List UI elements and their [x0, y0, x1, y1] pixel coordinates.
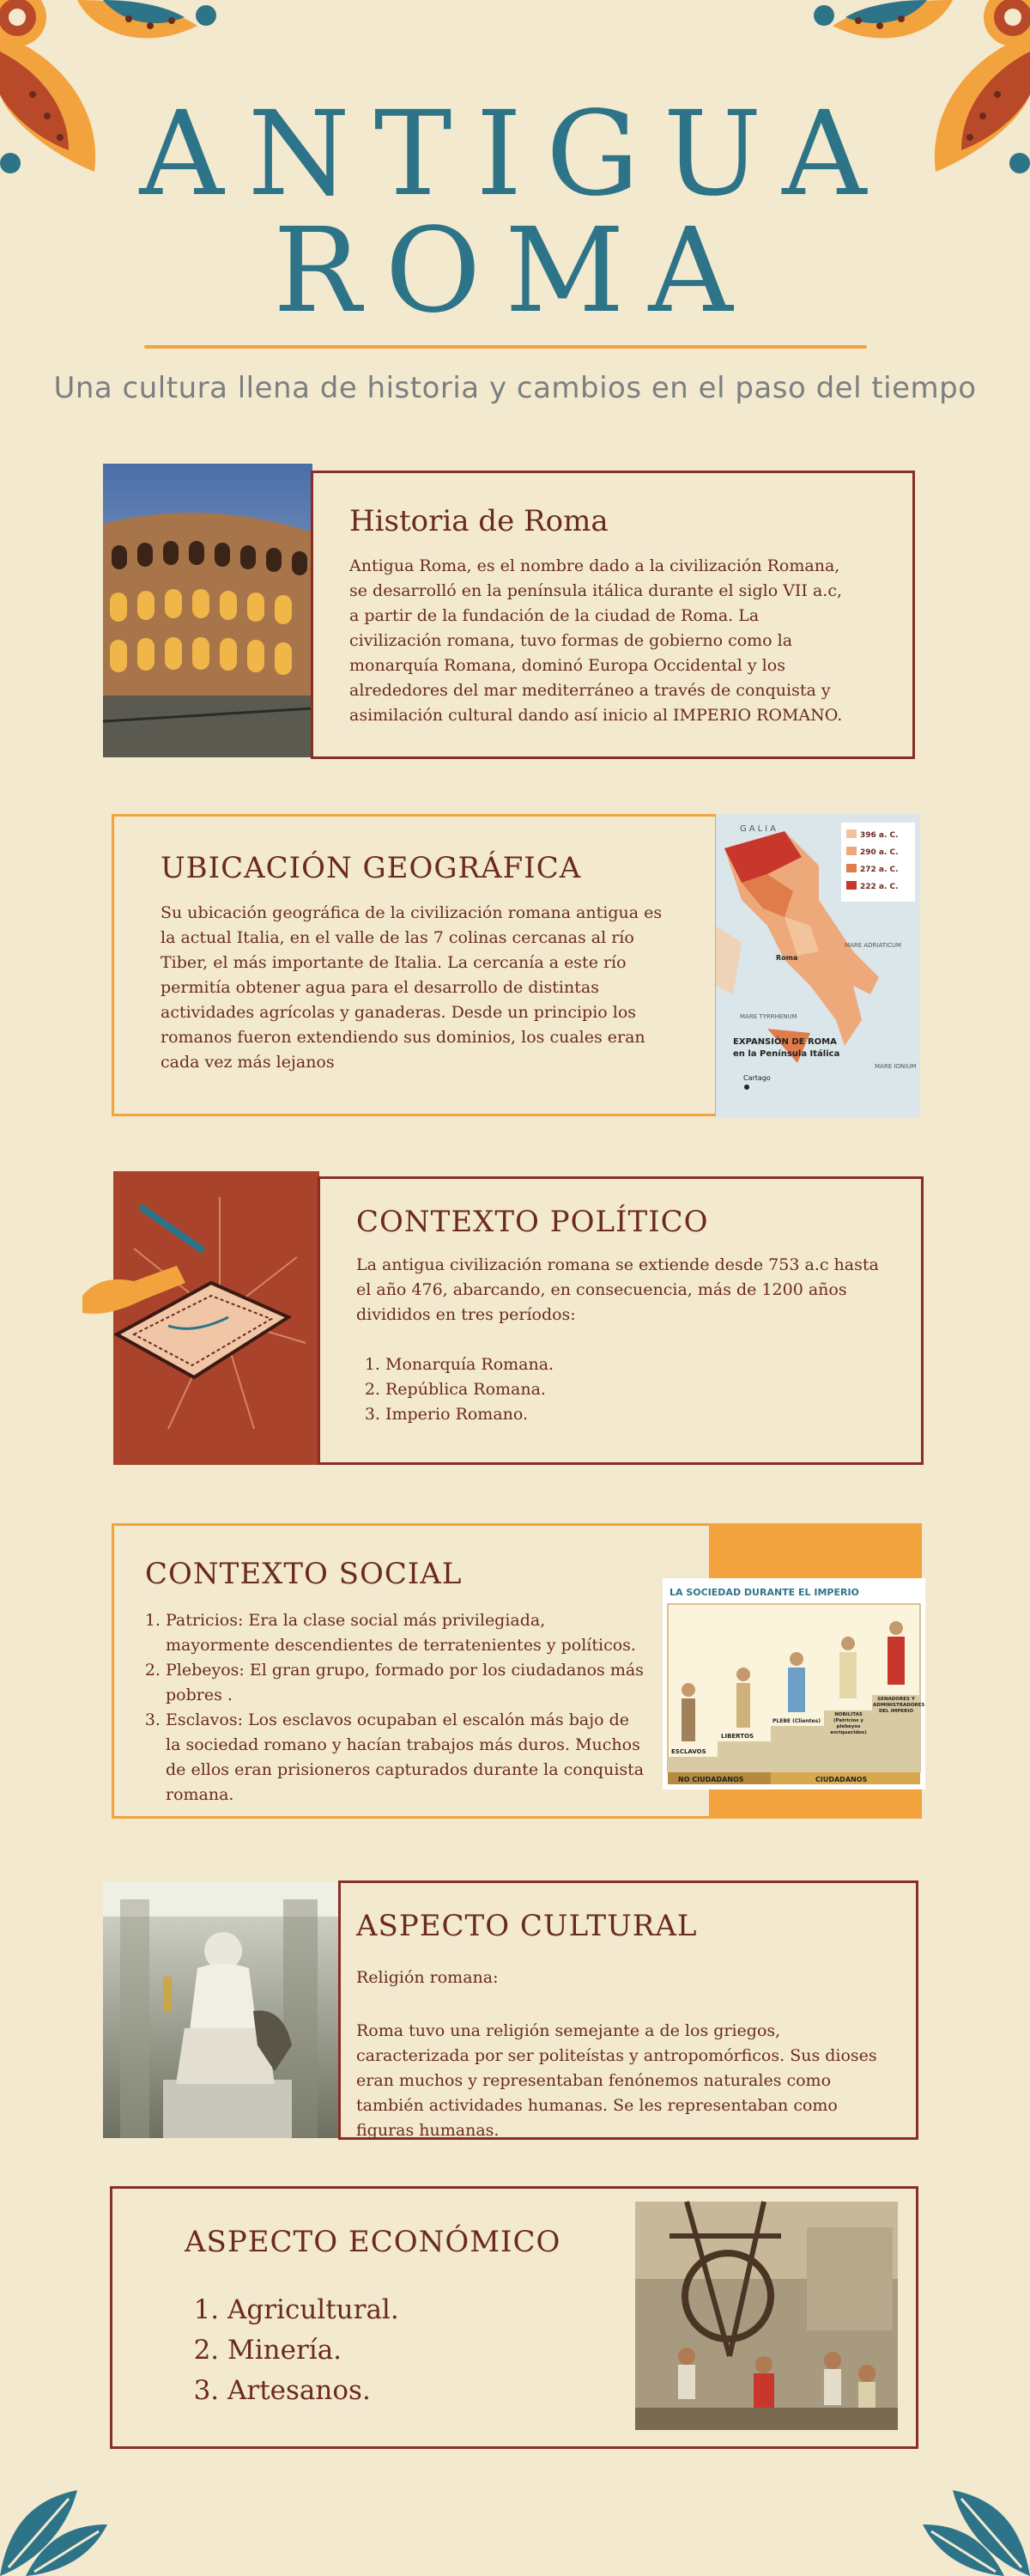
diagram-label-plebe: PLEBE (Clientes): [772, 1718, 821, 1724]
diagram-label-nobilitas: NOBILITAS (Patricios y plebeyos enriquecidos): [830, 1712, 867, 1735]
map-label-mare: MARE TYRRHENUM: [740, 1013, 797, 1020]
diagram-label-senadores: SENADORES Y ADMINISTRADORES DEL IMPERIO: [873, 1697, 925, 1714]
page-title-line-1: ANTIGUA: [139, 87, 891, 222]
cultural-title: ASPECTO CULTURAL: [356, 1909, 698, 1943]
roman-workers-image: [635, 2202, 898, 2430]
economico-activities-list: [198, 2290, 571, 2411]
historia-card: [311, 471, 915, 759]
social-class-item: 1. Patricios: Era la clase social más privilegiada, mayormente descendientes de terratenientes y políticos.: [166, 1608, 646, 1658]
economico-activity-item: 2. Minería.: [227, 2330, 571, 2371]
politico-title: CONTEXTO POLÍTICO: [356, 1205, 709, 1239]
politico-period-item: 3. Imperio Romano.: [385, 1402, 900, 1427]
politico-card: [318, 1176, 924, 1465]
diagram-label-esclavos: ESCLAVOS: [671, 1748, 706, 1755]
ubicacion-text: Su ubicación geográfica de la civilización romana antigua es la actual Italia, en el valle de las 7 colinas cercanas al río Tiber, el más importante de Italia. La cercanía a este río permitía obtener agua para el desarrollo de distintas actividades agrícolas y ganaderas. Desde un principio los romanos fueron extendiendo sus dominios, los cuales eran cada vez más lejanos: [161, 903, 663, 1072]
ubicacion-card: [112, 814, 718, 1116]
page-title-line-2: ROMA: [273, 204, 757, 339]
map-legend-4: 222 a. C.: [860, 883, 899, 891]
jupiter-statue-image: [103, 1882, 340, 2138]
page-subtitle: Una cultura llena de historia y cambios en el paso del tiempo: [53, 371, 977, 405]
map-label-adriaticum: MARE ADRIATICUM: [845, 942, 902, 949]
society-pyramid-diagram: [663, 1578, 925, 1789]
writing-tablet-illustration: [82, 1171, 319, 1465]
leaf-ornament-bottom-right-icon: [918, 2473, 1030, 2576]
cultural-subtitle: Religión romana:: [356, 1968, 499, 1987]
economico-title: ASPECTO ECONÓMICO: [185, 2225, 561, 2259]
historia-text: Antigua Roma, es el nombre dado a la civilización Romana, se desarrolló en la península itálica durante el siglo VII a.c, a partir de la fundación de la ciudad de Roma. La civilización romana, tuvo formas de gobierno como la monarquía Romana, dominó Europa Occidental y los alrededores del mar mediterráneo a través de conquista y asimilación cultural dando así inicio al IMPERIO ROMANO.: [349, 556, 843, 725]
social-class-item: 2. Plebeyos: El gran grupo, formado por los ciudadanos más pobres .: [166, 1658, 646, 1708]
map-legend-2: 290 a. C.: [860, 848, 899, 857]
map-caption-1: EXPANSIÓN DE ROMA: [733, 1037, 837, 1047]
map-caption-2: en la Península Itálica: [733, 1049, 840, 1059]
social-class-item: 3. Esclavos: Los esclavos ocupaban el escalón más bajo de la sociedad romano y hacían trabajos más duros. Muchos de ellos eran prisioneros capturados durante la conquista romana.: [166, 1708, 646, 1807]
cultural-card: [338, 1880, 918, 2140]
economico-activity-item: 1. Agricultural.: [227, 2290, 571, 2330]
italy-expansion-map: [716, 814, 920, 1118]
ubicacion-title: UBICACIÓN GEOGRÁFICA: [161, 851, 582, 885]
map-legend-1: 396 a. C.: [860, 831, 899, 840]
economico-activity-item: 3. Artesanos.: [227, 2371, 571, 2411]
politico-periods-list: [356, 1352, 900, 1427]
map-label-galia: GALIA: [740, 824, 779, 834]
diagram-no-ciudadanos: NO CIUDADANOS: [678, 1776, 744, 1783]
social-classes-list: [145, 1608, 646, 1807]
map-label-cartago: Cartago: [743, 1074, 771, 1082]
politico-text: La antigua civilización romana se extiende desde 753 a.c hasta el año 476, abarcando, en consecuencia, más de 1200 años divididos en tres períodos:: [356, 1255, 879, 1324]
leaf-ornament-bottom-left-icon: [0, 2473, 112, 2576]
diagram-title: LA SOCIEDAD DURANTE EL IMPERIO: [670, 1587, 859, 1598]
map-label-roma: Roma: [776, 954, 798, 962]
diagram-label-libertos: LIBERTOS: [721, 1733, 754, 1740]
diagram-ciudadanos: CIUDADANOS: [815, 1776, 868, 1783]
map-legend-3: 272 a. C.: [860, 866, 899, 874]
cultural-text: Roma tuvo una religión semejante a de los griegos, caracterizada por ser politeístas y antropomórficos. Sus dioses eran muchos y representaban fenónemos naturales como también actividades humanas. Se les representaban como figuras humanas.: [356, 2021, 877, 2140]
colosseum-image: [103, 464, 312, 757]
historia-title: Historia de Roma: [349, 504, 609, 538]
map-label-ionium: MARE IONIUM: [875, 1063, 917, 1070]
politico-period-item: 1. Monarquía Romana.: [385, 1352, 900, 1377]
social-title: CONTEXTO SOCIAL: [145, 1557, 463, 1591]
title-divider: [144, 345, 867, 349]
politico-period-item: 2. República Romana.: [385, 1377, 900, 1402]
